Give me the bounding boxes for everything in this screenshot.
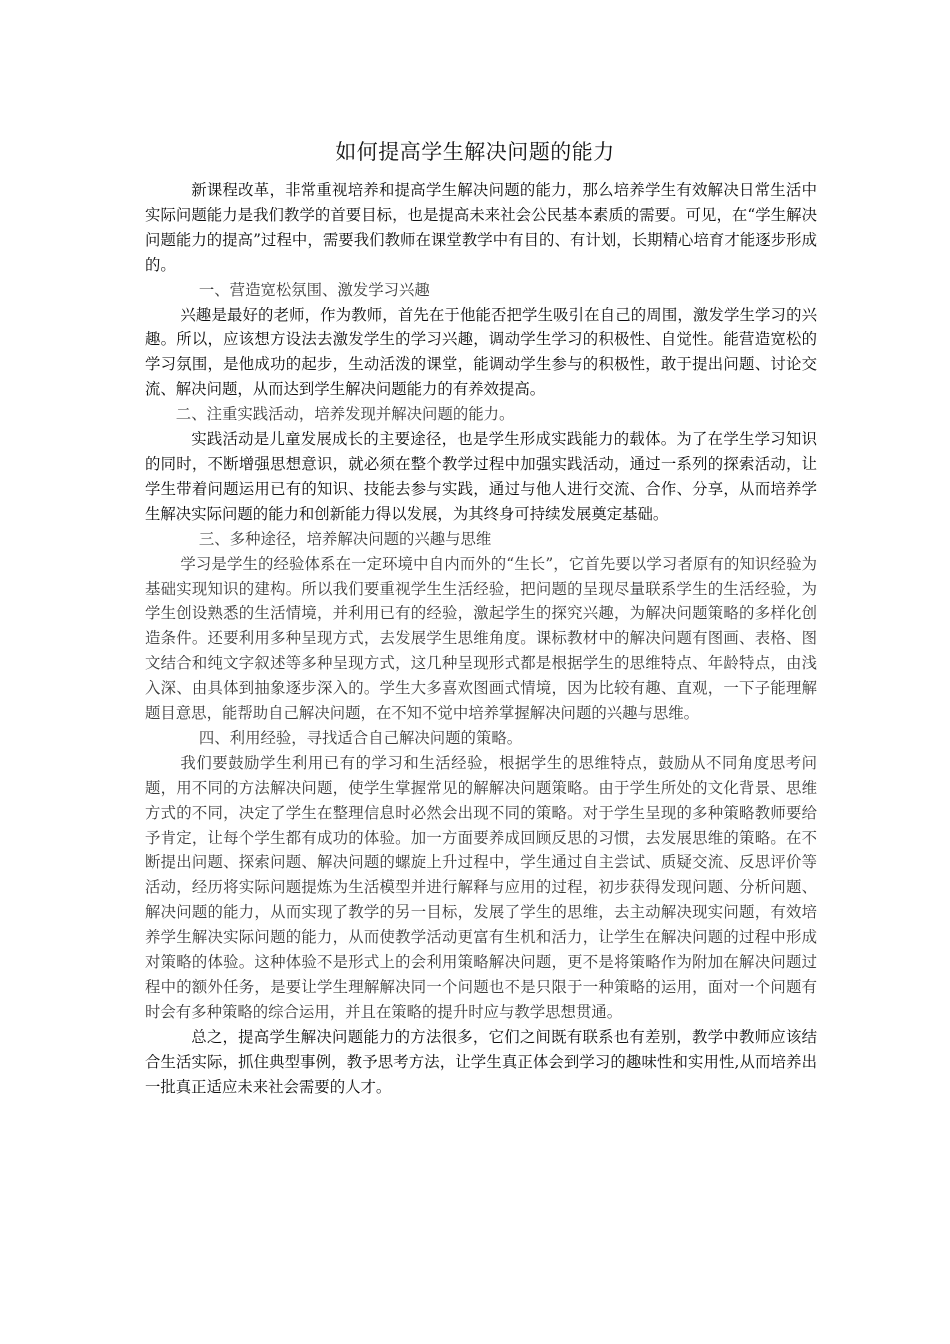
section-heading-1: 一、营造宽松氛围、激发学习兴趣: [198, 280, 430, 299]
section-2-paragraph: 实践活动是儿童发展成长的主要途径，也是学生形成实践能力的载体。为了在学生学习知识的同时，不断增强思想意识，就必须在整个教学过程中加强实践活动，通过一系列的探索活动，让学生带着问题运用已有的知识、技能去参与实践，通过与他人进行交流、合作、分享，从而培养学生解决实际问题的能力和创新能力得以发展，为其终身可持续发展奠定基础。: [145, 430, 817, 523]
conclusion-paragraph: 总之，提高学生解决问题能力的方法很多，它们之间既有联系也有差别，教学中教师应该结合生活实际，抓住典型事例，教予思考方法，让学生真正体会到学习的趣味性和实用性,从而培养出一批真正适应未来社会需要的人才。: [145, 1027, 817, 1096]
section-heading-4: 四、利用经验，寻找适合自己解决问题的策略。: [198, 728, 523, 747]
section-heading-2: 二、注重实践活动，培养发现并解决问题的能力。: [175, 405, 515, 424]
document-body: [145, 178, 817, 1100]
section-3-paragraph: 学习是学生的经验体系在一定环境中自内而外的“生长”，它首先要以学习者原有的知识经验为基础实现知识的建构。所以我们要重视学生生活经验，把问题的呈现尽量联系学生的生活经验，为学生创设熟悉的生活情境，并利用已有的经验，激起学生的探究兴趣，为解决问题策略的多样化创造条件。还要利用多种呈现方式，去发展学生思维角度。课标教材中的解决问题有图画、表格、图文结合和纯文字叙述等多种呈现方式，这几种呈现形式都是根据学生的思维特点、年龄特点，由浅入深、由具体到抽象逐步深入的。学生大多喜欢图画式情境，因为比较有趣、直观，一下子能理解题目意思，能帮助自己解决问题，在不知不觉中培养掌握解决问题的兴趣与思维。: [145, 554, 817, 723]
intro-paragraph: 新课程改革，非常重视培养和提高学生解决问题的能力，那么培养学生有效解决日常生活中实际问题能力是我们教学的首要目标，也是提高未来社会公民基本素质的需要。可见，在“学生解决问题能力的提高”过程中，需要我们教师在课堂教学中有目的、有计划，长期精心培育才能逐步形成的。: [145, 181, 817, 274]
section-4-paragraph: 我们要鼓励学生利用已有的学习和生活经验，根据学生的思维特点，鼓励从不同角度思考问题，用不同的方法解决问题，使学生掌握常见的解解决问题策略。由于学生所处的文化背景、思维方式的不同，决定了学生在整理信息时必然会出现不同的策略。对于学生呈现的多种策略教师要给予肯定，让每个学生都有成功的体验。加一方面要养成回顾反思的习惯，去发展思维的策略。在不断提出问题、探索问题、解决问题的螺旋上升过程中，学生通过自主尝试、质疑交流、反思评价等活动，经历将实际问题提炼为生活模型并进行解释与应用的过程，初步获得发现问题、分析问题、解决问题的能力，从而实现了教学的另一目标，发展了学生的思维，去主动解决现实问题，有效培养学生解决实际问题的能力，从而使教学活动更富有生机和活力，让学生在解决问题的过程中形成对策略的体验。这种体验不是形式上的会利用策略解决问题，更不是将策略作为附加在解决问题过程中的额外任务，是要让学生理解解决同一个问题也不是只限于一种策略的运用，面对一个问题有时会有多种策略的综合运用，并且在策略的提升时应与教学思想贯通。: [145, 753, 817, 1021]
section-heading-3: 三、多种途径，培养解决问题的兴趣与思维: [198, 529, 492, 548]
document-title: 如何提高学生解决问题的能力: [335, 140, 615, 164]
section-1-paragraph: 兴趣是最好的老师，作为教师，首先在于他能否把学生吸引在自己的周围，激发学生学习的兴趣。所以，应该想方设法去激发学生的学习兴趣，调动学生学习的积极性、自觉性。能营造宽松的学习氛围，是他成功的起步，生动活泼的课堂，能调动学生参与的积极性，敢于提出问题、讨论交流、解决问题，从而达到学生解决问题能力的有养效提高。: [145, 305, 817, 399]
